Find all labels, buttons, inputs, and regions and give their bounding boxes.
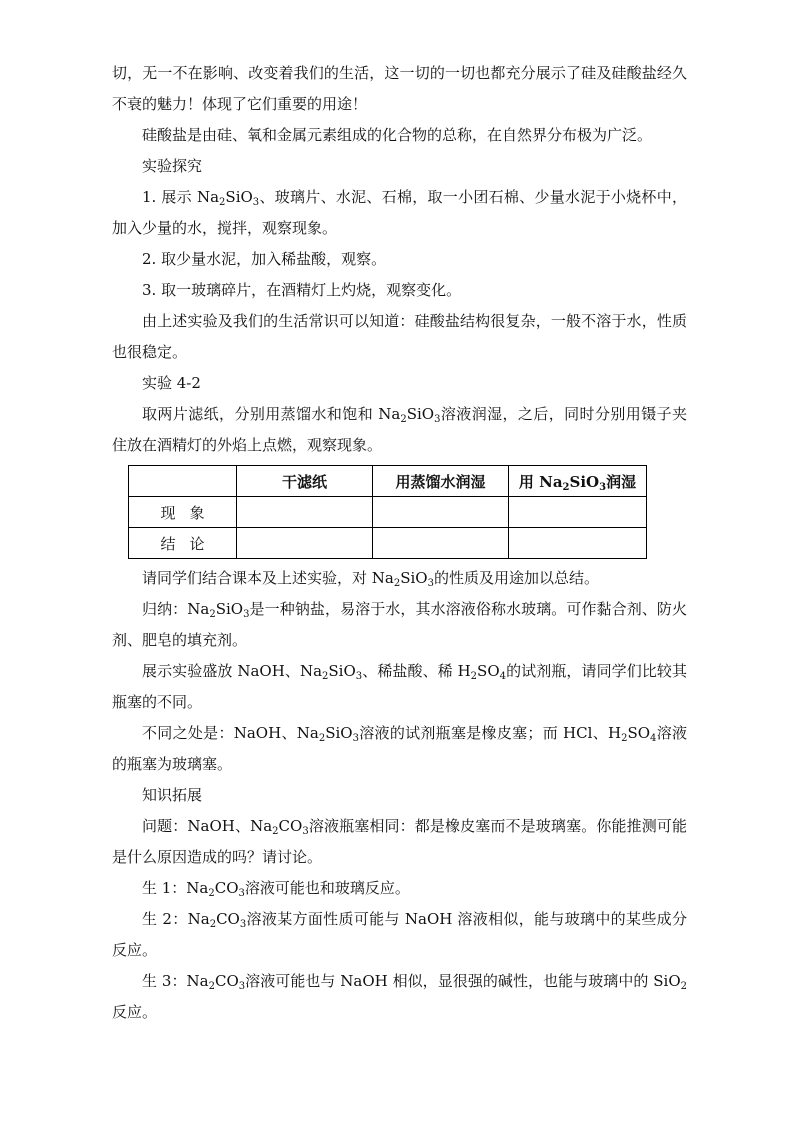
- subscript: 3: [252, 197, 260, 208]
- paragraph-p15: 问题：NaOH、$Na_2CO_3$溶液瓶塞相同：都是橡皮塞而不是玻璃塞。你能推测可能是什么原因造成的吗？请讨论。: [112, 817, 687, 866]
- table-cell: [237, 497, 373, 528]
- row-label-phenomenon: 现象: [129, 497, 237, 528]
- subscript: 3: [434, 414, 441, 425]
- subscript: 2: [208, 888, 215, 899]
- bottom-paragraph-group: [112, 563, 687, 1028]
- paragraph-p17: 生 2：$Na_2CO_3$溶液某方面性质可能与 NaOH 溶液相似，能与玻璃中的某些成分反应。: [112, 910, 687, 959]
- table-row-conclusion: [129, 528, 647, 559]
- paragraph-p13: 不同之处是：NaOH、$Na_2SiO_3$溶液的试剂瓶塞是橡皮塞；而 HCl、$H_2SO_4$溶液的瓶塞为玻璃塞。: [112, 724, 687, 773]
- subscript: 2: [562, 481, 570, 493]
- paragraph-p3: 实验探究: [142, 157, 203, 175]
- subscript: 3: [352, 733, 359, 744]
- paragraph-p11: 归纳：$Na_2SiO_3$是一种钠盐，易溶于水，其水溶液俗称水玻璃。可作黏合剂、防火剂、肥皂的填充剂。: [112, 600, 687, 649]
- table-header-row: [129, 466, 647, 497]
- table-header-blank: [129, 466, 237, 497]
- paragraph-p5: 2. 取少量水泥，加入稀盐酸，观察。: [142, 250, 387, 268]
- paragraph-p2: 硅酸盐是由硅、氧和金属元素组成的化合物的总称，在自然界分布极为广泛。: [142, 126, 653, 144]
- paragraph-p7: 由上述实验及我们的生活常识可以知道：硅酸盐结构很复杂，一般不溶于水，性质也很稳定。: [112, 312, 687, 361]
- subscript: 3: [355, 671, 363, 682]
- table-header-distilled-water: 用蒸馏水润湿: [373, 466, 509, 497]
- paragraph-p10: 请同学们结合课本及上述实验，对 $Na_2SiO_3$的性质及用途加以总结。: [142, 569, 599, 589]
- table-cell: [509, 497, 647, 528]
- subscript: 3: [238, 981, 246, 992]
- subscript: 2: [209, 919, 217, 930]
- subscript: 3: [239, 919, 247, 930]
- subscript: 2: [393, 578, 401, 589]
- table-cell: [509, 528, 647, 559]
- subscript: 4: [650, 733, 657, 744]
- table-cell: [373, 528, 509, 559]
- paragraph-p14: 知识拓展: [142, 786, 203, 804]
- paragraph-p18: 生 3：$Na_2CO_3$溶液可能也与 NaOH 相似，显很强的碱性，也能与玻璃中的 SiO$_2$反应。: [112, 972, 687, 1021]
- subscript: 2: [208, 981, 215, 992]
- subscript: 4: [499, 671, 506, 682]
- subscript: 2: [272, 826, 279, 837]
- paragraph-p8: 实验 4-2: [142, 374, 201, 392]
- paragraph-p9: 取两片滤纸，分别用蒸馏水和饱和 $Na_2SiO_3$溶液润湿，之后，同时分别用镊子夹住放在酒精灯的外焰上点燃，观察现象。: [112, 405, 687, 454]
- subscript: 2: [400, 414, 407, 425]
- paragraph-p6: 3. 取一玻璃碎片，在酒精灯上灼烧，观察变化。: [142, 281, 462, 299]
- table-header-dry-filter-paper: 干滤纸: [237, 466, 373, 497]
- table-cell: [237, 528, 373, 559]
- document-page: [112, 58, 687, 1028]
- row-label-conclusion: 结论: [129, 528, 237, 559]
- paragraph-p16: 生 1：$Na_2CO_3$溶液可能也和玻璃反应。: [142, 879, 410, 899]
- subscript: 3: [302, 826, 309, 837]
- subscript: 2: [680, 981, 687, 992]
- paragraph-p12: 展示实验盛放 NaOH、$Na_2SiO_3$、稀盐酸、稀 $H_2SO_4$的试剂瓶，请同学们比较其瓶塞的不同。: [112, 662, 687, 711]
- table-header-sodium-silicate: 用 $Na_2SiO_3$润湿: [509, 466, 647, 497]
- observation-table: [128, 465, 647, 559]
- subscript: 2: [322, 671, 329, 682]
- subscript: 2: [219, 197, 226, 208]
- subscript: 2: [621, 733, 628, 744]
- top-paragraph-group: [112, 58, 687, 461]
- paragraph-p1: 切，无一不在影响、改变着我们的生活，这一切的一切也都充分展示了硅及硅酸盐经久不衰的魅力！体现了它们重要的用途！: [112, 64, 687, 113]
- table-cell: [373, 497, 509, 528]
- table-row-phenomenon: [129, 497, 647, 528]
- subscript: 3: [243, 609, 250, 620]
- subscript: 2: [470, 671, 478, 682]
- paragraph-p4: 1. 展示 $Na_2SiO_3$、玻璃片、水泥、石棉，取一小团石棉、少量水泥于小烧杯中，加入少量的水，搅拌，观察现象。: [112, 188, 687, 237]
- subscript: 3: [599, 481, 607, 493]
- subscript: 2: [318, 733, 326, 744]
- subscript: 2: [209, 609, 216, 620]
- subscript: 3: [427, 578, 434, 589]
- subscript: 3: [238, 888, 245, 899]
